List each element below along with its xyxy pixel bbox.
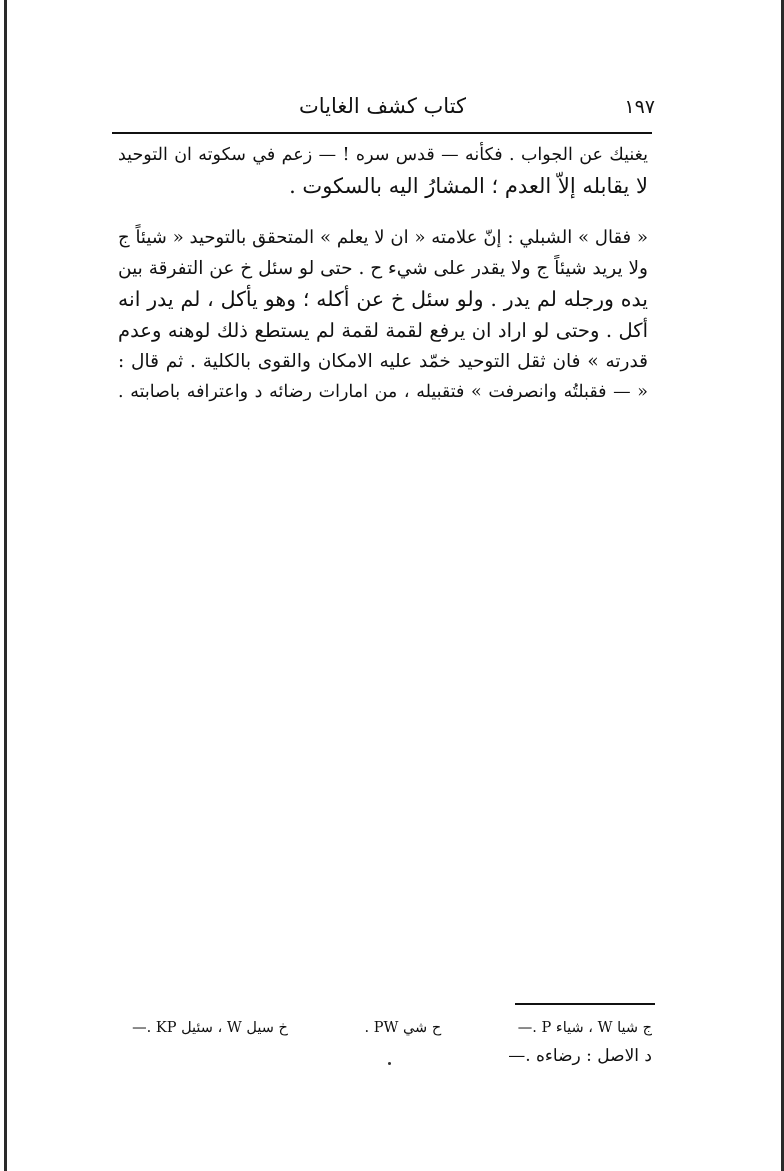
page-edge-left bbox=[4, 0, 7, 1171]
print-speck bbox=[388, 1062, 391, 1065]
text-line: ولا يريد شيئاً ج ولا يقدر على شيء ح . حتى لو سئل خ عن التفرقة بين bbox=[118, 258, 648, 279]
footnote-item: ج شيا W ، شياء P .— bbox=[517, 1020, 652, 1036]
footnotes bbox=[130, 1014, 652, 1070]
text-line: يغنيك عن الجواب . فكأنه — قدس سره ! — زعم في سكوته ان التوحيد bbox=[118, 145, 648, 165]
page-number: ١٩٧ bbox=[624, 96, 655, 118]
paragraph-gap bbox=[118, 202, 648, 222]
text-line: أكل . وحتى لو اراد ان يرفع لقمة لقمة لم يستطع ذلك لوهنه وعدم bbox=[118, 319, 648, 342]
footnote-row bbox=[130, 1042, 652, 1070]
footnote-item: د الاصل : رضاءه .— bbox=[508, 1046, 652, 1066]
text-line: قدرته » فان ثقل التوحيد خمّد عليه الامكان والقوى بالكلية . ثم قال : bbox=[118, 351, 648, 372]
footnote-item: ح شي PW . bbox=[364, 1020, 442, 1036]
main-text bbox=[118, 140, 648, 408]
text-line: لا يقابله إلاّ العدم ؛ المشارُ اليه بالسكوت . bbox=[289, 174, 648, 198]
footnote-item: خ سيل W ، سئيل KP .— bbox=[132, 1020, 288, 1036]
text-line: « فقال » الشبلي : إنّ علامته « ان لا يعلم » المتحقق بالتوحيد « شيئاً ج bbox=[118, 227, 648, 248]
text-line: يده ورجله لم يدر . ولو سئل خ عن أكله ؛ وهو يأكل ، لم يدر انه bbox=[118, 287, 648, 311]
page-header bbox=[110, 92, 655, 126]
text-line: « — فقبلتُه وانصرفت » فتقبيله ، من امارات رضائه د واعترافه باصابته . bbox=[118, 382, 648, 402]
footnote-rule bbox=[515, 1003, 655, 1005]
footnote-row bbox=[130, 1014, 652, 1042]
header-rule bbox=[112, 132, 652, 134]
running-title: كتاب كشف الغايات bbox=[298, 94, 467, 118]
